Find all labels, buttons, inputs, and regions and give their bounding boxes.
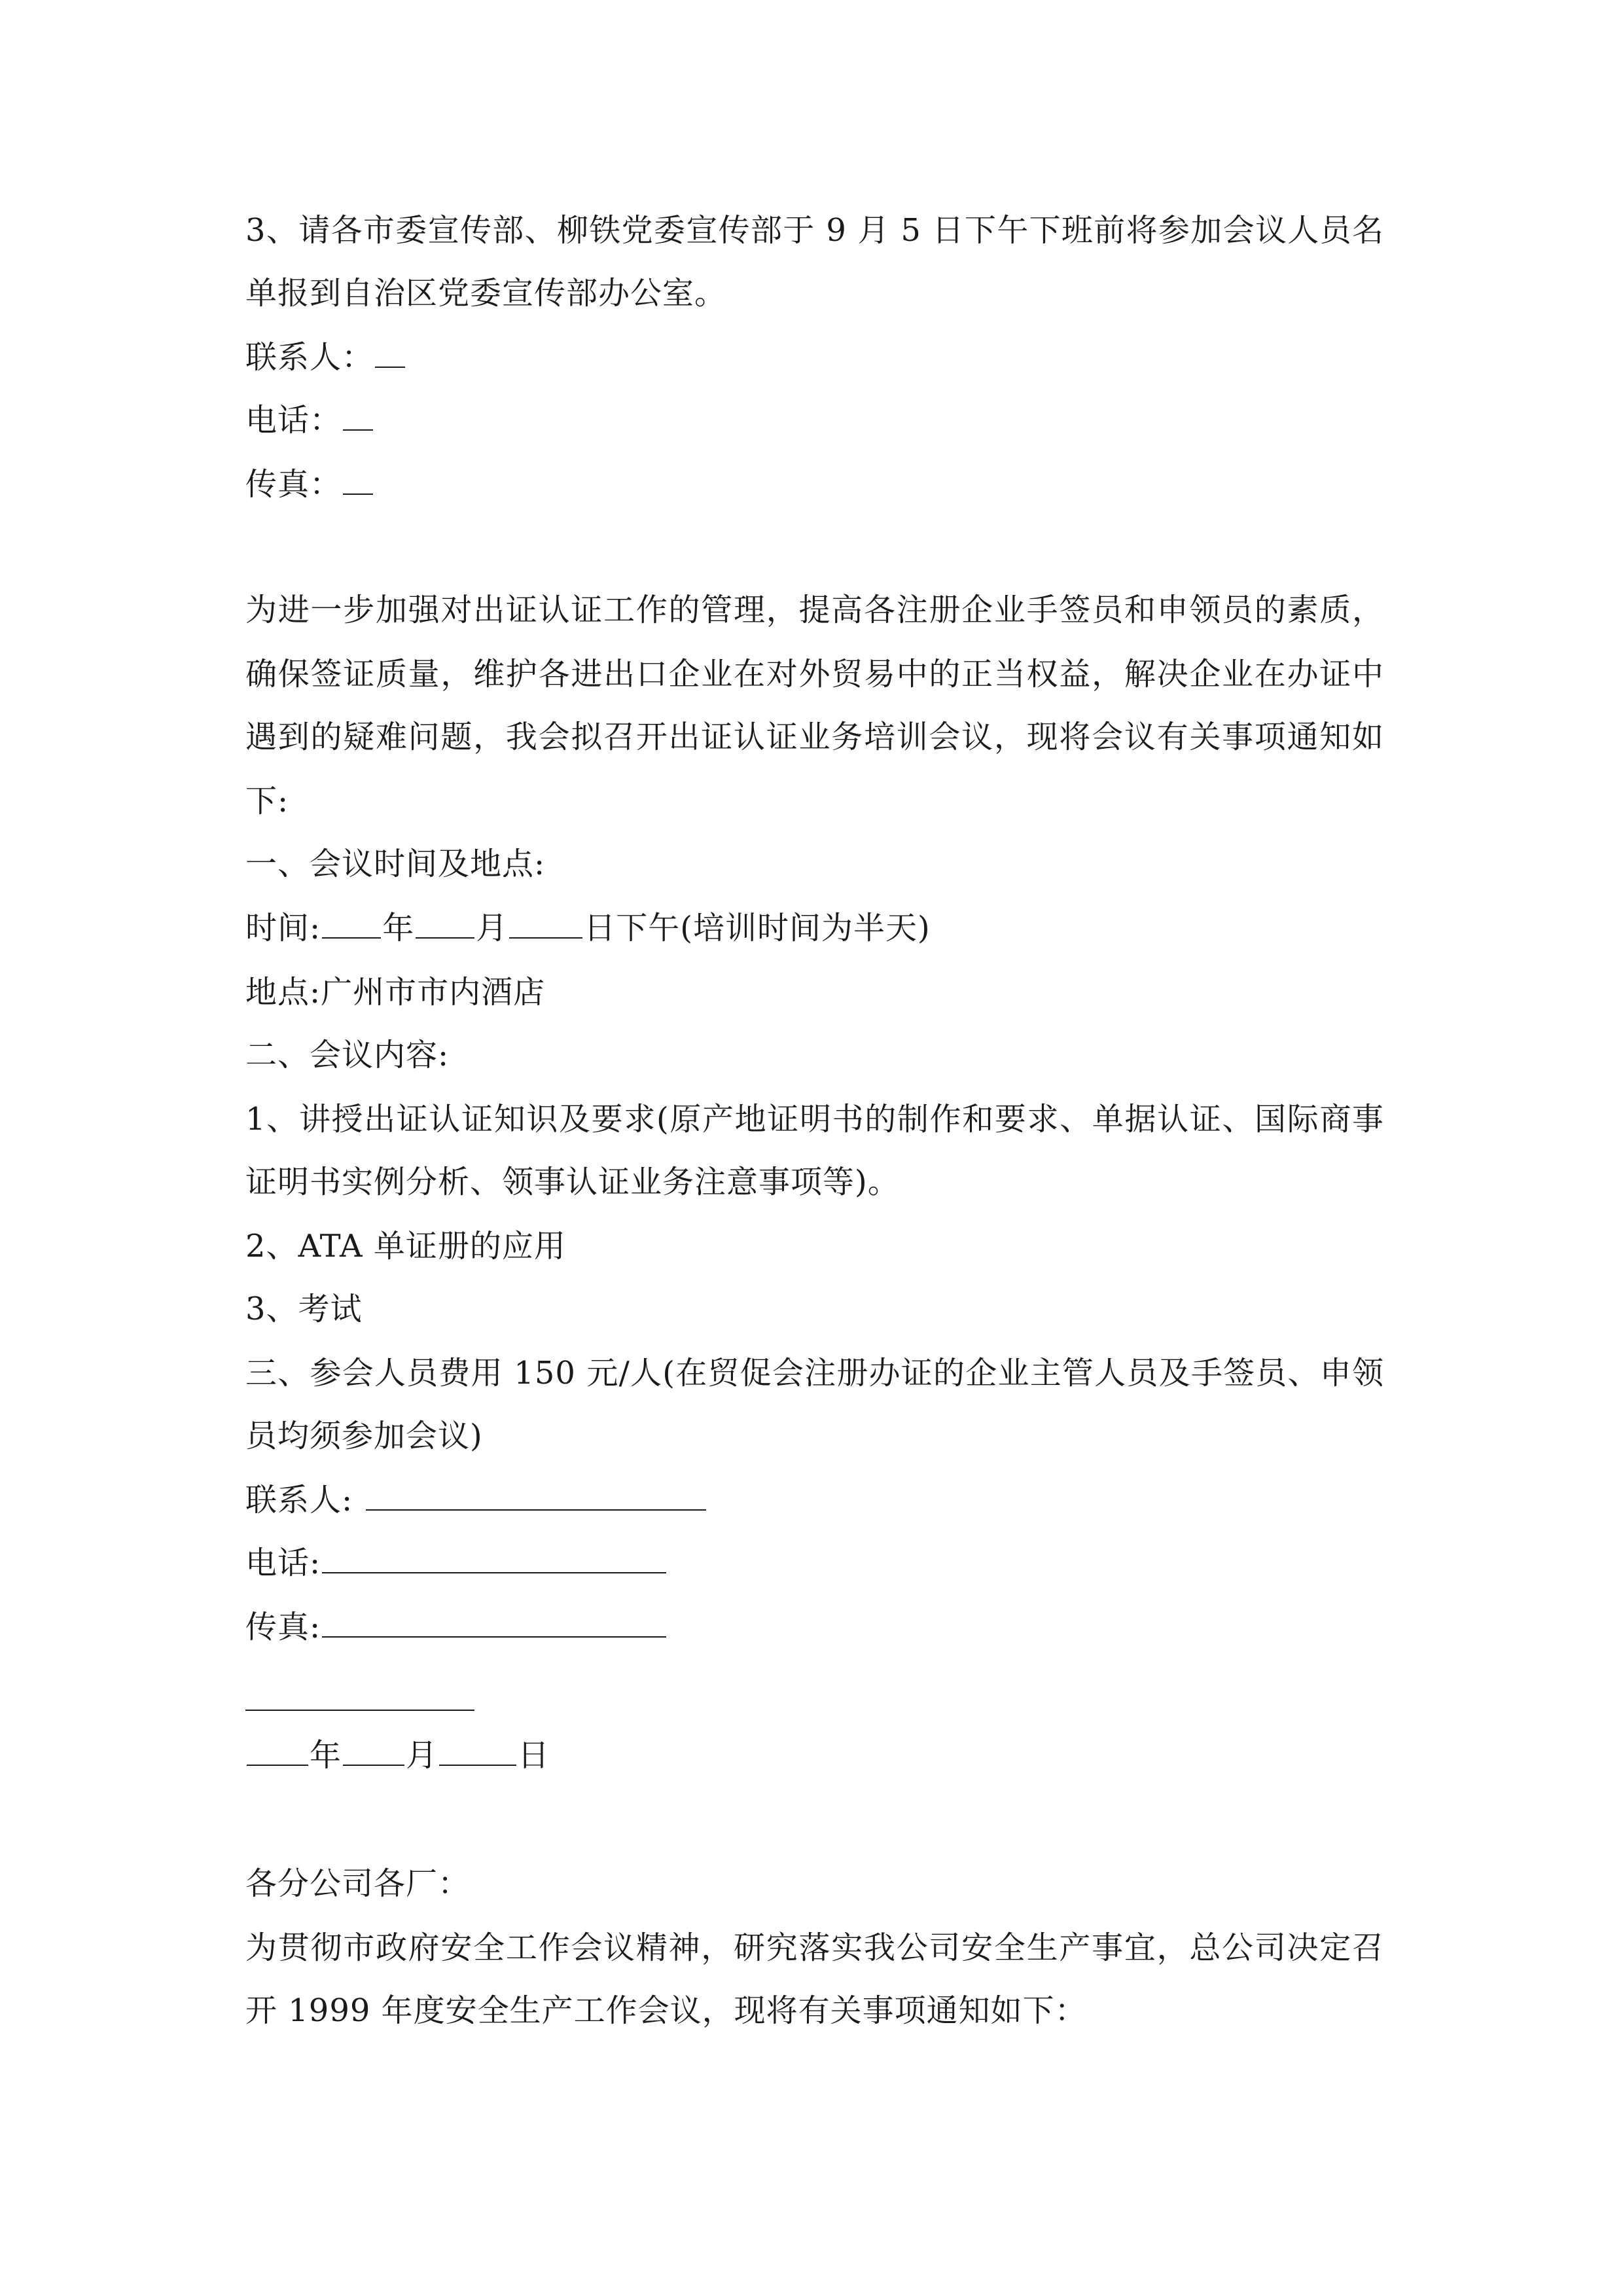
time-label: 时间:	[245, 910, 321, 946]
fax-label: 传真:	[245, 1609, 321, 1645]
phone-blank	[322, 1543, 666, 1573]
day-blank	[439, 1736, 516, 1766]
month-blank	[343, 1736, 404, 1766]
section-heading: 一、会议时间及地点:	[245, 846, 546, 882]
list-item: 1、讲授出证认证知识及要求(原产地证明书的制作和要求、单据认证、国际商事	[245, 1101, 1384, 1138]
paragraph-line: 单报到自治区党委宣传部办公室。	[245, 275, 727, 312]
signature-line	[245, 1710, 474, 1711]
paragraph-line: 遇到的疑难问题，我会拟召开出证认证业务培训会议，现将会议有关事项通知如	[245, 719, 1384, 755]
day-label: 日下午(培训时间为半天)	[584, 910, 931, 946]
fax-field	[245, 1607, 668, 1647]
month-blank	[416, 908, 474, 939]
section-heading: 二、会议内容:	[245, 1037, 450, 1073]
year-label: 年	[310, 1737, 342, 1774]
paragraph-line: 员均须参加会议)	[245, 1418, 483, 1454]
salutation: 各分公司各厂：	[245, 1865, 471, 1902]
section-heading: 三、参会人员费用 150 元/人(在贸促会注册办证的企业主管人员及手签员、申领	[245, 1355, 1384, 1391]
month-label: 月	[406, 1737, 438, 1774]
year-blank	[322, 908, 381, 939]
meeting-time	[245, 908, 931, 948]
contact-field	[245, 338, 406, 377]
phone-field	[245, 1543, 668, 1583]
fax-label: 传真：	[245, 466, 342, 503]
paragraph-line: 下:	[245, 783, 289, 819]
contact-label: 联系人:	[245, 1482, 353, 1518]
contact-label: 联系人：	[245, 339, 374, 376]
day-label: 日	[518, 1737, 550, 1774]
fax-blank	[343, 465, 373, 495]
year-blank	[247, 1736, 308, 1766]
day-blank	[509, 908, 582, 939]
list-item: 3、考试	[245, 1291, 363, 1327]
meeting-place: 地点:广州市市内酒店	[245, 974, 546, 1011]
list-item: 证明书实例分析、领事认证业务注意事项等)。	[245, 1164, 900, 1200]
paragraph-line: 开 1999 年度安全生产工作会议，现将有关事项通知如下：	[245, 1992, 1087, 2029]
phone-label: 电话：	[245, 402, 342, 439]
year-label: 年	[382, 910, 415, 946]
paragraph-line: 3、请各市委宣传部、柳铁党委宣传部于 9 月 5 日下午下班前将参加会议人员名	[245, 212, 1384, 249]
paragraph-line: 确保签证质量，维护各进出口企业在对外贸易中的正当权益，解决企业在办证中	[245, 656, 1384, 692]
phone-label: 电话:	[245, 1545, 321, 1581]
paragraph-line: 为进一步加强对出证认证工作的管理，提高各注册企业手签员和申领员的素质，	[245, 592, 1384, 628]
paragraph-line: 为贯彻市政府安全工作会议精神，研究落实我公司安全生产事宜，总公司决定召	[245, 1929, 1384, 1966]
contact-blank	[375, 338, 405, 368]
contact-field	[245, 1480, 707, 1520]
contact-blank	[366, 1480, 706, 1511]
fax-field	[245, 465, 374, 504]
phone-field	[245, 401, 374, 440]
phone-blank	[343, 401, 373, 431]
month-label: 月	[476, 910, 508, 946]
date-line	[245, 1736, 550, 1775]
list-item: 2、ATA 单证册的应用	[245, 1228, 566, 1265]
fax-blank	[322, 1607, 666, 1638]
